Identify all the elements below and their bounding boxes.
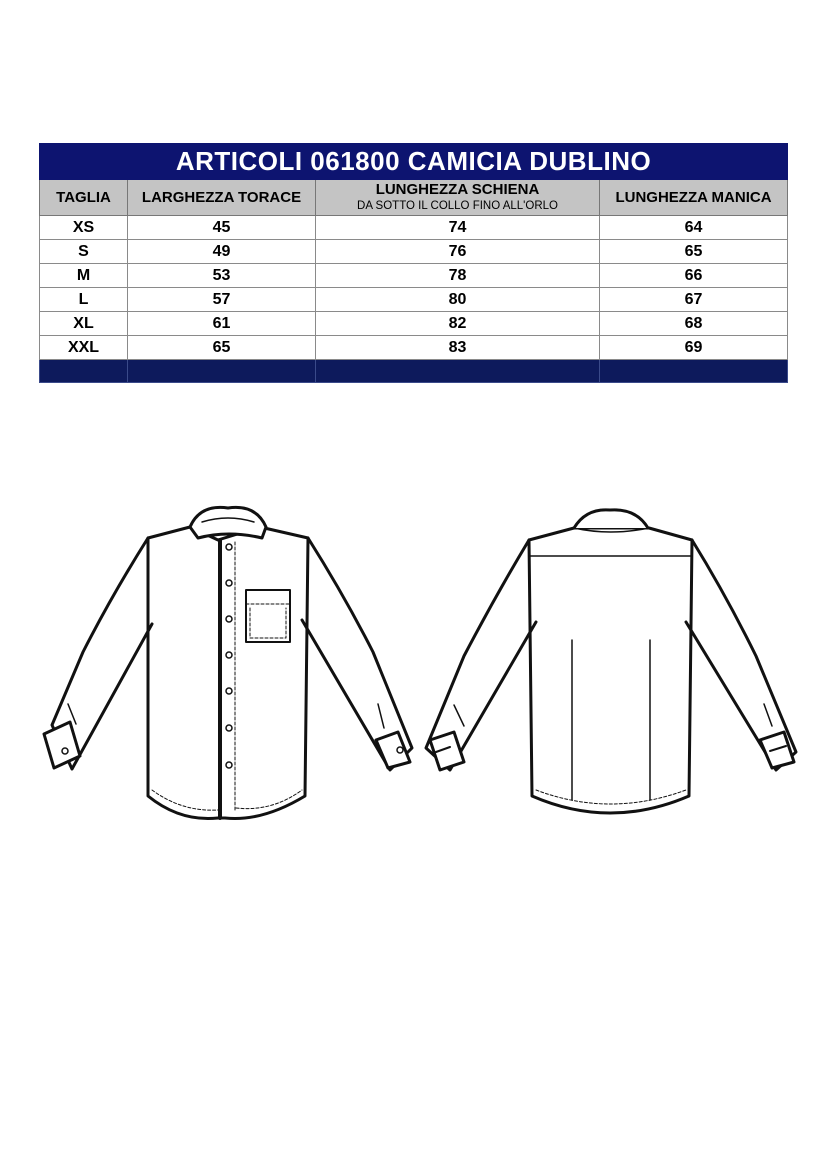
cell-size: XL bbox=[40, 312, 128, 336]
header-lunghezza-schiena bbox=[316, 180, 600, 216]
header-larghezza-torace bbox=[128, 180, 316, 216]
cell-chest: 61 bbox=[128, 312, 316, 336]
footer-cell bbox=[316, 360, 600, 383]
cell-size: XS bbox=[40, 216, 128, 240]
cell-back-length: 82 bbox=[316, 312, 600, 336]
size-table bbox=[39, 143, 788, 383]
cell-size: S bbox=[40, 240, 128, 264]
shirt-back-icon bbox=[426, 510, 796, 813]
cell-size: XXL bbox=[40, 336, 128, 360]
cell-back-length: 80 bbox=[316, 288, 600, 312]
header-row bbox=[40, 180, 788, 216]
cell-size: M bbox=[40, 264, 128, 288]
table-row bbox=[40, 312, 788, 336]
footer-cell bbox=[40, 360, 128, 383]
title-row bbox=[40, 144, 788, 180]
table-row bbox=[40, 216, 788, 240]
table-row bbox=[40, 240, 788, 264]
cell-sleeve-length: 66 bbox=[600, 264, 788, 288]
cell-sleeve-length: 67 bbox=[600, 288, 788, 312]
table-row bbox=[40, 288, 788, 312]
footer-cell bbox=[600, 360, 788, 383]
header-sublabel: DA SOTTO IL COLLO FINO ALL'ORLO bbox=[357, 199, 558, 212]
cell-back-length: 74 bbox=[316, 216, 600, 240]
cell-chest: 45 bbox=[128, 216, 316, 240]
cell-chest: 57 bbox=[128, 288, 316, 312]
shirt-front-icon bbox=[44, 507, 412, 818]
cell-chest: 65 bbox=[128, 336, 316, 360]
cell-sleeve-length: 69 bbox=[600, 336, 788, 360]
footer-cell bbox=[128, 360, 316, 383]
header-lunghezza-manica bbox=[600, 180, 788, 216]
header-label: LUNGHEZZA SCHIENA bbox=[375, 180, 540, 198]
header-label: TAGLIA bbox=[56, 189, 111, 206]
shirt-illustration bbox=[40, 500, 800, 830]
cell-sleeve-length: 68 bbox=[600, 312, 788, 336]
cell-size: L bbox=[40, 288, 128, 312]
cell-sleeve-length: 64 bbox=[600, 216, 788, 240]
table-title: ARTICOLI 061800 CAMICIA DUBLINO bbox=[40, 144, 788, 180]
footer-row bbox=[40, 360, 788, 383]
cell-back-length: 83 bbox=[316, 336, 600, 360]
cell-chest: 53 bbox=[128, 264, 316, 288]
table-row bbox=[40, 264, 788, 288]
header-label: LARGHEZZA TORACE bbox=[141, 189, 302, 206]
header-taglia bbox=[40, 180, 128, 216]
cell-back-length: 78 bbox=[316, 264, 600, 288]
header-label: LUNGHEZZA MANICA bbox=[615, 189, 772, 206]
table-row bbox=[40, 336, 788, 360]
cell-back-length: 76 bbox=[316, 240, 600, 264]
cell-sleeve-length: 65 bbox=[600, 240, 788, 264]
cell-chest: 49 bbox=[128, 240, 316, 264]
